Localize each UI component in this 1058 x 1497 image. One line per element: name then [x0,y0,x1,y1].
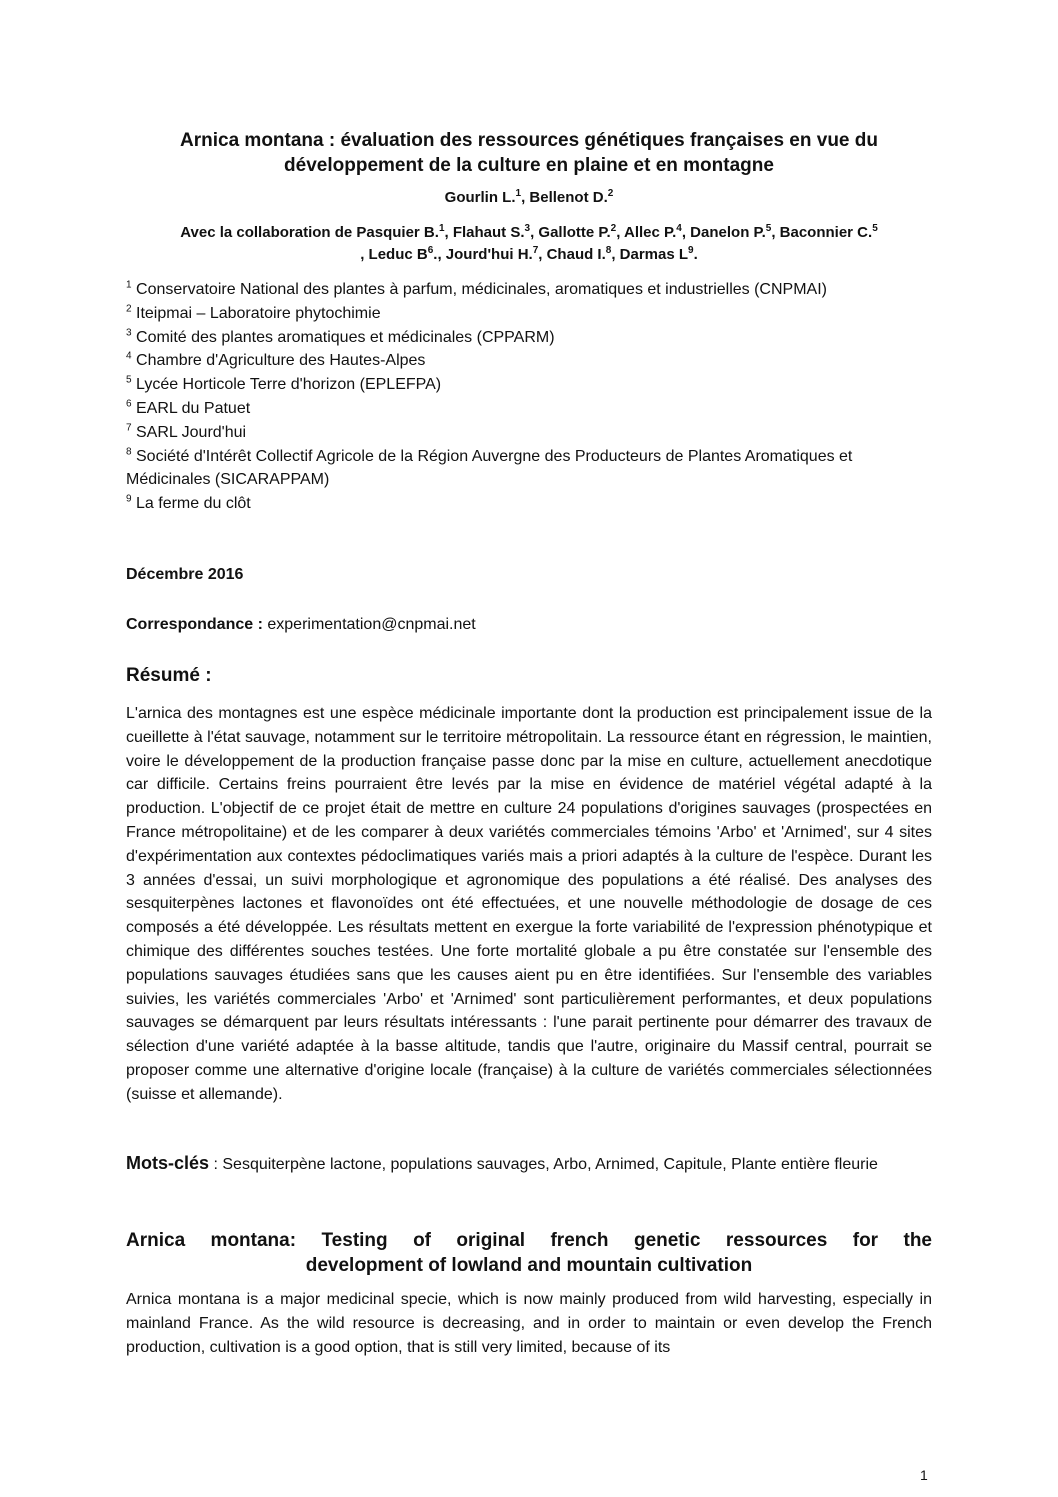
affiliation-text: Chambre d'Agriculture des Hautes-Alpes [131,352,426,370]
affiliation-item [126,278,936,302]
author-list [120,188,938,208]
affiliation-item [126,302,936,326]
page-number: 1 [920,1467,928,1483]
author-2: Bellenot D. [529,189,608,206]
affiliation-item [126,445,936,493]
affiliation-text: SARL Jourd'hui [131,423,247,441]
english-title-line-1: Arnica montana: Testing of original french genetic ressources for the [126,1230,932,1251]
resume-heading: Résumé : [126,665,212,686]
collab-name: , Darmas L [611,246,689,263]
correspondance [126,616,476,634]
affiliation-item [126,326,936,350]
collab-name: , Chaud I. [538,246,606,263]
title-line-1: Arnica montana : évaluation des ressources génétiques françaises en vue du [180,130,878,151]
keywords-text: : Sesquiterpène lactone, populations sauvages, Arbo, Arnimed, Capitule, Plante entière fleurie [209,1156,878,1173]
author-separator: , [521,189,530,206]
publication-date: Décembre 2016 [126,566,244,583]
affiliation-number: 3 [126,327,132,339]
affiliation-item [126,373,936,397]
affiliation-text: La ferme du clôt [131,495,251,513]
affiliation-item [126,349,936,373]
collab-sup: 3 [524,223,531,234]
affiliation-list [126,278,936,516]
collaborators [120,222,938,266]
affiliation-text: Société d'Intérêt Collectif Agricole de la Région Auvergne des Producteurs de Plantes Aromatiques et Médicinales (SICARAPPAM) [126,447,853,489]
affiliation-number: 2 [126,303,132,315]
collab-sup: 1 [438,223,445,234]
affiliation-number: 1 [126,279,132,291]
affiliation-text: EARL du Patuet [131,399,251,417]
collab-sup: 4 [676,223,682,234]
author-1: Gourlin L. [444,189,516,206]
correspondance-label: Correspondance : [126,616,263,633]
affiliation-text: Conservatoire National des plantes à parfum, médicinales, aromatiques et industrielles (CNPMAI) [131,281,827,298]
affiliation-text: Iteipmai – Laboratoire phytochimie [131,304,381,322]
collab-name: , Danelon P. [681,224,766,241]
affiliation-number: 8 [126,446,132,458]
correspondance-email: experimentation@cnpmai.net [262,616,476,633]
collab-name: , Baconnier C. [771,224,873,241]
resume-body: L'arnica des montagnes est une espèce médicinale importante dont la production est principalement issue de la cueillette à l'état sauvage, notamment sur le territoire métropolitain. La ressource étant en régression, le maintien, voire le développement de la production française passe donc par la mise en culture, actuellement anecdotique car difficile. Certains freins pourraient être levés par la mise en évidence de matériel végétal adapté à la production. L'objectif de ce projet était de mettre en culture 24 populations d'origines sauvages (prospectées en France métropolitaine) et de les comparer à deux variétés commerciales témoins 'Arbo' et 'Arnimed', sur 4 sites d'expérimentation aux contextes pédoclimatiques variés mais a priori adaptés à la culture de l'espèce. Durant les 3 années d'essai, un suivi morphologique et agronomique des populations a été réalisé. Des analyses des sesquiterpènes lactones et flavonoïdes ont été effectuées, et une nouvelle méthodologie de dosage de ces composés a été développée. Les résultats mettent en exergue la forte variabilité de l'expression phénotypique et chimique des différentes souches testées. Une forte mortalité globale a pu être constatée sur l'ensemble des populations sauvages étudiées sans que les causes aient pu en être identifiées. Sur l'ensemble des variables suivies, les variétés commerciales 'Arbo' et 'Arnimed' sont particulièrement performantes, et deux populations sauvages se démarquent par leurs résultats intéressants : l'une parait pertinente pour démarrer des travaux de sélection d'une variété adaptée à la basse altitude, tandis que l'autre, originaire du Massif central, pourrait se proposer comme une alternative d'origine locale (française) à la culture de variétés commerciales sélectionnées (suisse et allemande). [126,705,932,1103]
affiliation-item [126,397,936,421]
affiliation-number: 9 [126,493,132,505]
affiliation-text: Lycée Horticole Terre d'horizon (EPLEFPA) [131,376,442,394]
collab-sup: 2 [610,223,617,234]
english-title-line-2: development of lowland and mountain cultivation [305,1255,753,1276]
collab-sup: 5 [765,223,772,234]
paper-title [120,128,938,178]
keywords [126,1152,932,1177]
collab-sup: 6 [427,245,434,256]
keywords-label: Mots-clés [126,1153,210,1173]
collab-sup: 9 [688,245,694,256]
english-abstract: Arnica montana is a major medicinal specie, which is now mainly produced from wild harvesting, especially in mainland France. As the wild resource is decreasing, and in order to maintain or even develop the French production, cultivation is a good option, that is still very limited, because of its [126,1291,932,1356]
affiliation-number: 6 [126,398,132,410]
collab-sup: 8 [605,245,612,256]
english-title [126,1228,932,1278]
affiliation-number: 7 [126,422,132,434]
collab-name: Pasquier B. [356,224,439,241]
collab-name: ., Jourd'hui H. [433,246,533,263]
collab-name: , Allec P. [616,224,677,241]
affiliation-item [126,421,936,445]
collab-name: , Gallotte P. [530,224,611,241]
affiliation-text: Comité des plantes aromatiques et médicinales (CPPARM) [131,328,555,346]
author-2-affiliation: 2 [607,188,614,199]
affiliation-number: 4 [126,351,132,363]
collab-name: , Flahaut S. [444,224,525,241]
affiliation-item [126,492,936,516]
collab-sup: 5 [872,223,878,234]
title-line-2: développement de la culture en plaine et en montagne [284,155,774,176]
collab-prefix: Avec la collaboration de [180,224,357,241]
collab-end: . [693,246,698,263]
collab-sup: 7 [532,245,539,256]
affiliation-number: 5 [126,374,132,386]
collab-name: , Leduc B [360,246,428,263]
author-1-affiliation: 1 [515,188,522,199]
